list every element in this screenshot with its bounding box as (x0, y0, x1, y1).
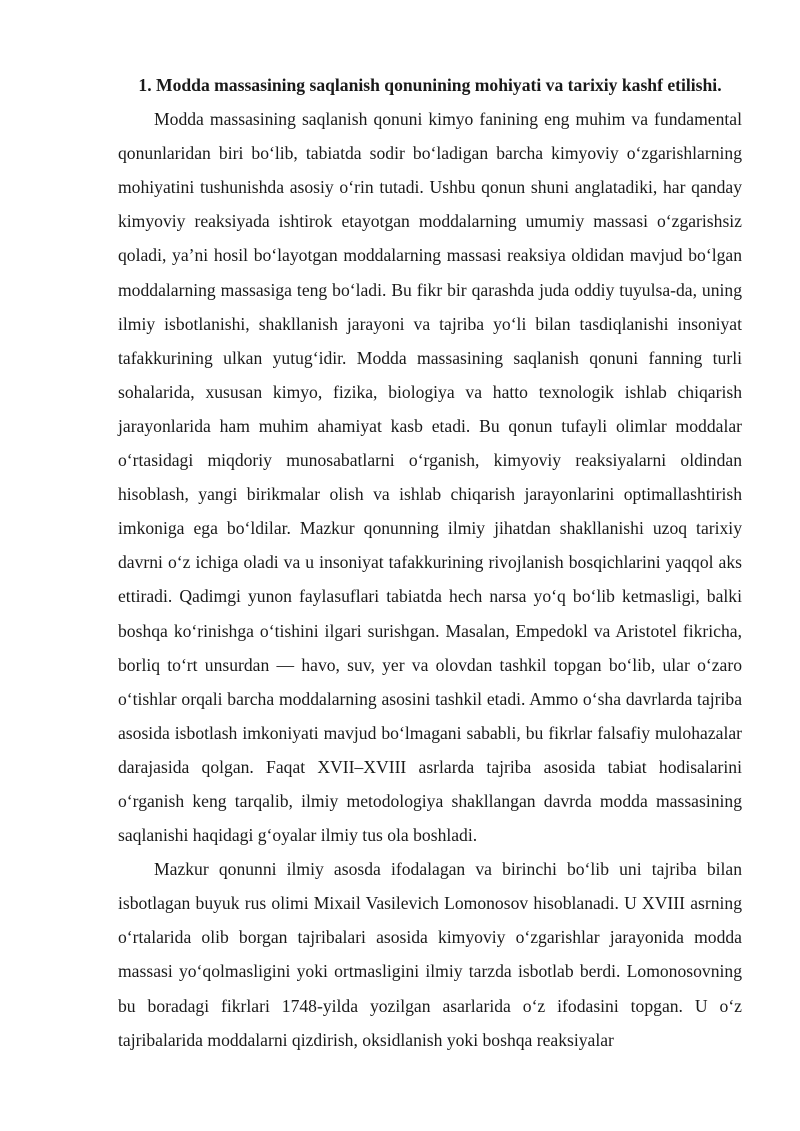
paragraph-1: Modda massasining saqlanish qonuni kimyo fanining eng muhim va fundamental qonunlaridan biri bo‘lib, tabiatda sodir bo‘ladigan barcha kimyoviy o‘zgarishlarning mohiyatini tushunishda asosiy o‘rin tutadi. Ushbu qonun shuni anglatadiki, har qanday kimyoviy reaksiyada ishtirok etayotgan moddalarning umumiy massasi o‘zgarishsiz qoladi, ya’ni hosil bo‘layotgan moddalarning massasi reaksiya oldidan mavjud bo‘lgan moddalarning massasiga teng bo‘ladi. Bu fikr bir qarashda juda oddiy tuyulsa-da, uning ilmiy isbotlanishi, shakllanish jarayoni va tajriba yo‘li bilan tasdiqlanishi insoniyat tafakkurining ulkan yutug‘idir. Modda massasining saqlanish qonuni fanning turli sohalarida, xususan kimyo, fizika, biologiya va hatto texnologik ishlab chiqarish jarayonlarida ham muhim ahamiyat kasb etadi. Bu qonun tufayli olimlar moddalar o‘rtasidagi miqdoriy munosabatlarni o‘rganish, kimyoviy reaksiyalarni oldindan hisoblash, yangi birikmalar olish va ishlab chiqarish jarayonlarini optimallashtirish imkoniga ega bo‘ldilar. Mazkur qonunning ilmiy jihatdan shakllanishi uzoq tarixiy davrni o‘z ichiga oladi va u insoniyat tafakkurining rivojlanish bosqichlarini yaqqol aks ettiradi. Qadimgi yunon faylasuflari tabiatda hech narsa yo‘q bo‘lib ketmasligi, balki boshqa ko‘rinishga o‘tishini ilgari surishgan. Masalan, Empedokl va Aristotel fikricha, borliq to‘rt unsurdan — havo, suv, yer va olovdan tashkil topgan bo‘lib, ular o‘zaro o‘tishlar orqali barcha moddalarning asosini tashkil etadi. Ammo o‘sha davrlarda tajriba asosida isbotlash imkoniyati mavjud bo‘lmagani sababli, bu fikrlar falsafiy mulohazalar darajasida qolgan. Faqat XVII–XVIII asrlarda tajriba asosida tabiat hodisalarini o‘rganish keng tarqalib, ilmiy metodologiya shakllangan davrda modda massasining saqlanishi haqidagi g‘oyalar ilmiy tus ola boshladi. (118, 109, 742, 846)
document-page (118, 68, 742, 1057)
paragraph-2: Mazkur qonunni ilmiy asosda ifodalagan va birinchi bo‘lib uni tajriba bilan isbotlagan buyuk rus olimi Mixail Vasilevich Lomonosov hisoblanadi. U XVIII asrning o‘rtalarida olib borgan tajribalari asosida kimyoviy o‘zgarishlar jarayonida modda massasi yo‘qolmasligini yoki ortmasligini ilmiy tarzda isbotlab berdi. Lomonosovning bu boradagi fikrlari 1748-yilda yozilgan asarlarida o‘z ifodasini topgan. U o‘z tajribalarida moddalarni qizdirish, oksidlanish yoki boshqa reaksiyalar (118, 859, 742, 1050)
section-heading: 1. Modda massasining saqlanish qonunining mohiyati va tarixiy kashf etilishi. (138, 75, 722, 95)
